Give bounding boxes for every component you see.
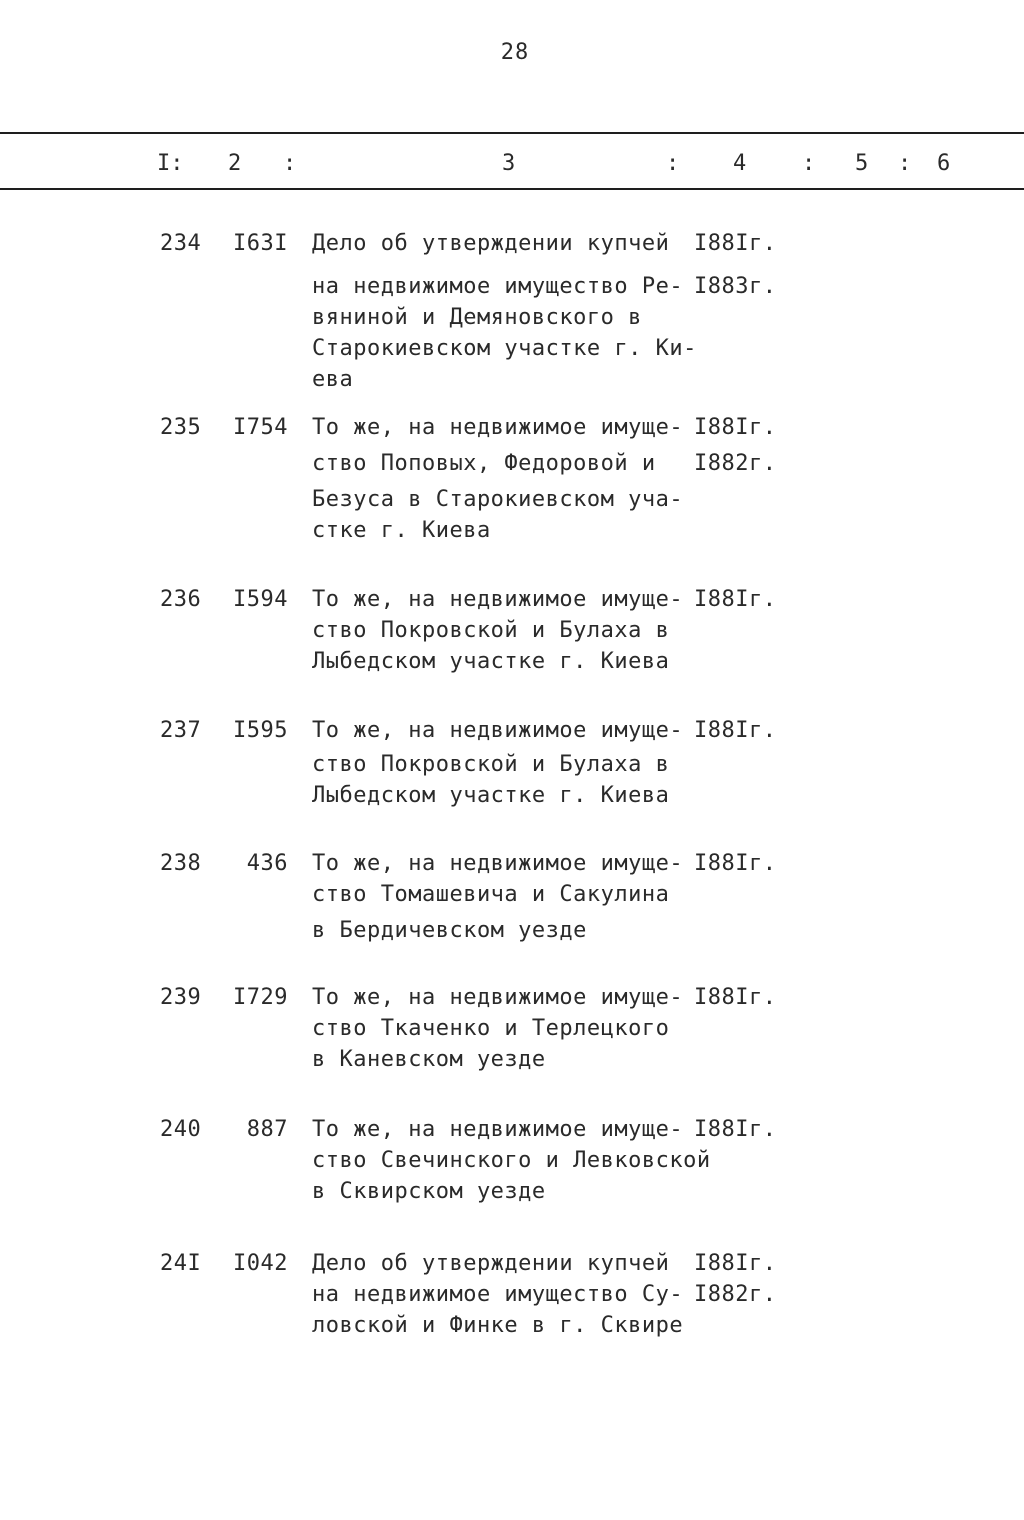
entry-description bbox=[312, 982, 702, 1075]
entry-number: 235 bbox=[160, 415, 202, 440]
year: I88Iг. bbox=[694, 415, 777, 440]
entry-description bbox=[312, 228, 702, 395]
entry-number: 239 bbox=[160, 985, 202, 1010]
column-header-4: 4 bbox=[733, 151, 747, 176]
page-number: 28 bbox=[500, 40, 530, 65]
entry-description bbox=[312, 412, 702, 546]
entry-number: 237 bbox=[160, 718, 202, 743]
entry-code: I595 bbox=[233, 718, 288, 743]
entry-number: 238 bbox=[160, 851, 202, 876]
description-line: Лыбедском участке г. Киева bbox=[312, 783, 670, 808]
column-separator: : bbox=[802, 151, 816, 176]
header-top-rule bbox=[0, 132, 1024, 134]
entry-description bbox=[312, 715, 702, 811]
description-line: ство Томашевича и Сакулина bbox=[312, 882, 670, 907]
description-line: ловской и Финке в г. Сквире bbox=[312, 1313, 684, 1338]
description-line: ство Ткаченко и Терлецкого bbox=[312, 1016, 670, 1041]
entry-code: I594 bbox=[233, 587, 288, 612]
year: I882г. bbox=[694, 451, 777, 476]
column-header-5: 5 bbox=[855, 151, 869, 176]
header-bottom-rule bbox=[0, 188, 1024, 190]
entry-number: 24I bbox=[160, 1251, 202, 1276]
year: I883г. bbox=[694, 274, 777, 299]
year: I88Iг. bbox=[694, 587, 777, 612]
description-line: на недвижимое имущество Су- bbox=[312, 1282, 684, 1307]
description-line: ство Покровской и Булаха в bbox=[312, 752, 670, 777]
entry-code: I042 bbox=[233, 1251, 288, 1276]
year: I88Iг. bbox=[694, 231, 777, 256]
year: I882г. bbox=[694, 1282, 777, 1307]
description-line: То же, на недвижимое имуще- bbox=[312, 415, 684, 440]
entry-code: I729 bbox=[233, 985, 288, 1010]
entry-description bbox=[312, 1114, 711, 1207]
description-line: Безуса в Старокиевском уча- bbox=[312, 487, 684, 512]
description-line: ство Покровской и Булаха в bbox=[312, 618, 670, 643]
entry-code: 887 bbox=[246, 1117, 288, 1142]
year: I88Iг. bbox=[694, 985, 777, 1010]
entry-years bbox=[694, 584, 784, 615]
description-line: То же, на недвижимое имуще- bbox=[312, 985, 684, 1010]
column-separator: : bbox=[283, 151, 297, 176]
year: I88Iг. bbox=[694, 851, 777, 876]
entry-number: 240 bbox=[160, 1117, 202, 1142]
year: I88Iг. bbox=[694, 1117, 777, 1142]
entry-description bbox=[312, 584, 702, 677]
entry-number: 236 bbox=[160, 587, 202, 612]
description-line: в Сквирском уезде bbox=[312, 1179, 546, 1204]
description-line: на недвижимое имущество Ре- bbox=[312, 274, 684, 299]
entry-years bbox=[694, 228, 784, 302]
description-line: в Каневском уезде bbox=[312, 1047, 546, 1072]
column-header-6: 6 bbox=[937, 151, 951, 176]
column-header-2: 2 bbox=[228, 151, 242, 176]
entry-years bbox=[694, 1114, 784, 1145]
entry-number: 234 bbox=[160, 231, 202, 256]
description-line: То же, на недвижимое имуще- bbox=[312, 1117, 684, 1142]
description-line: То же, на недвижимое имуще- bbox=[312, 851, 684, 876]
description-line: вяниной и Демяновского в bbox=[312, 305, 642, 330]
description-line: То же, на недвижимое имуще- bbox=[312, 718, 684, 743]
description-line: в Бердичевском уезде bbox=[312, 918, 587, 943]
entry-years bbox=[694, 1248, 784, 1310]
description-line: Дело об утверждении купчей bbox=[312, 231, 670, 256]
description-line: ство Свечинского и Левковской bbox=[312, 1148, 711, 1173]
entry-years bbox=[694, 412, 784, 479]
column-header-3: 3 bbox=[502, 151, 516, 176]
entry-code: 436 bbox=[246, 851, 288, 876]
column-separator: : bbox=[666, 151, 680, 176]
column-separator: : bbox=[898, 151, 912, 176]
description-line: ство Поповых, Федоровой и bbox=[312, 451, 656, 476]
entry-years bbox=[694, 848, 784, 879]
description-line: Дело об утверждении купчей bbox=[312, 1251, 670, 1276]
description-line: ева bbox=[312, 367, 354, 392]
entry-code: I63I bbox=[233, 231, 288, 256]
description-line: Старокиевском участке г. Ки- bbox=[312, 336, 697, 361]
entry-description bbox=[312, 848, 702, 946]
description-line: стке г. Киева bbox=[312, 518, 491, 543]
year: I88Iг. bbox=[694, 1251, 777, 1276]
entry-code: I754 bbox=[233, 415, 288, 440]
description-line: То же, на недвижимое имуще- bbox=[312, 587, 684, 612]
entry-years bbox=[694, 715, 784, 746]
entry-description bbox=[312, 1248, 702, 1341]
entry-years bbox=[694, 982, 784, 1013]
year: I88Iг. bbox=[694, 718, 777, 743]
column-header-1: I: bbox=[157, 151, 184, 176]
description-line: Лыбедском участке г. Киева bbox=[312, 649, 670, 674]
